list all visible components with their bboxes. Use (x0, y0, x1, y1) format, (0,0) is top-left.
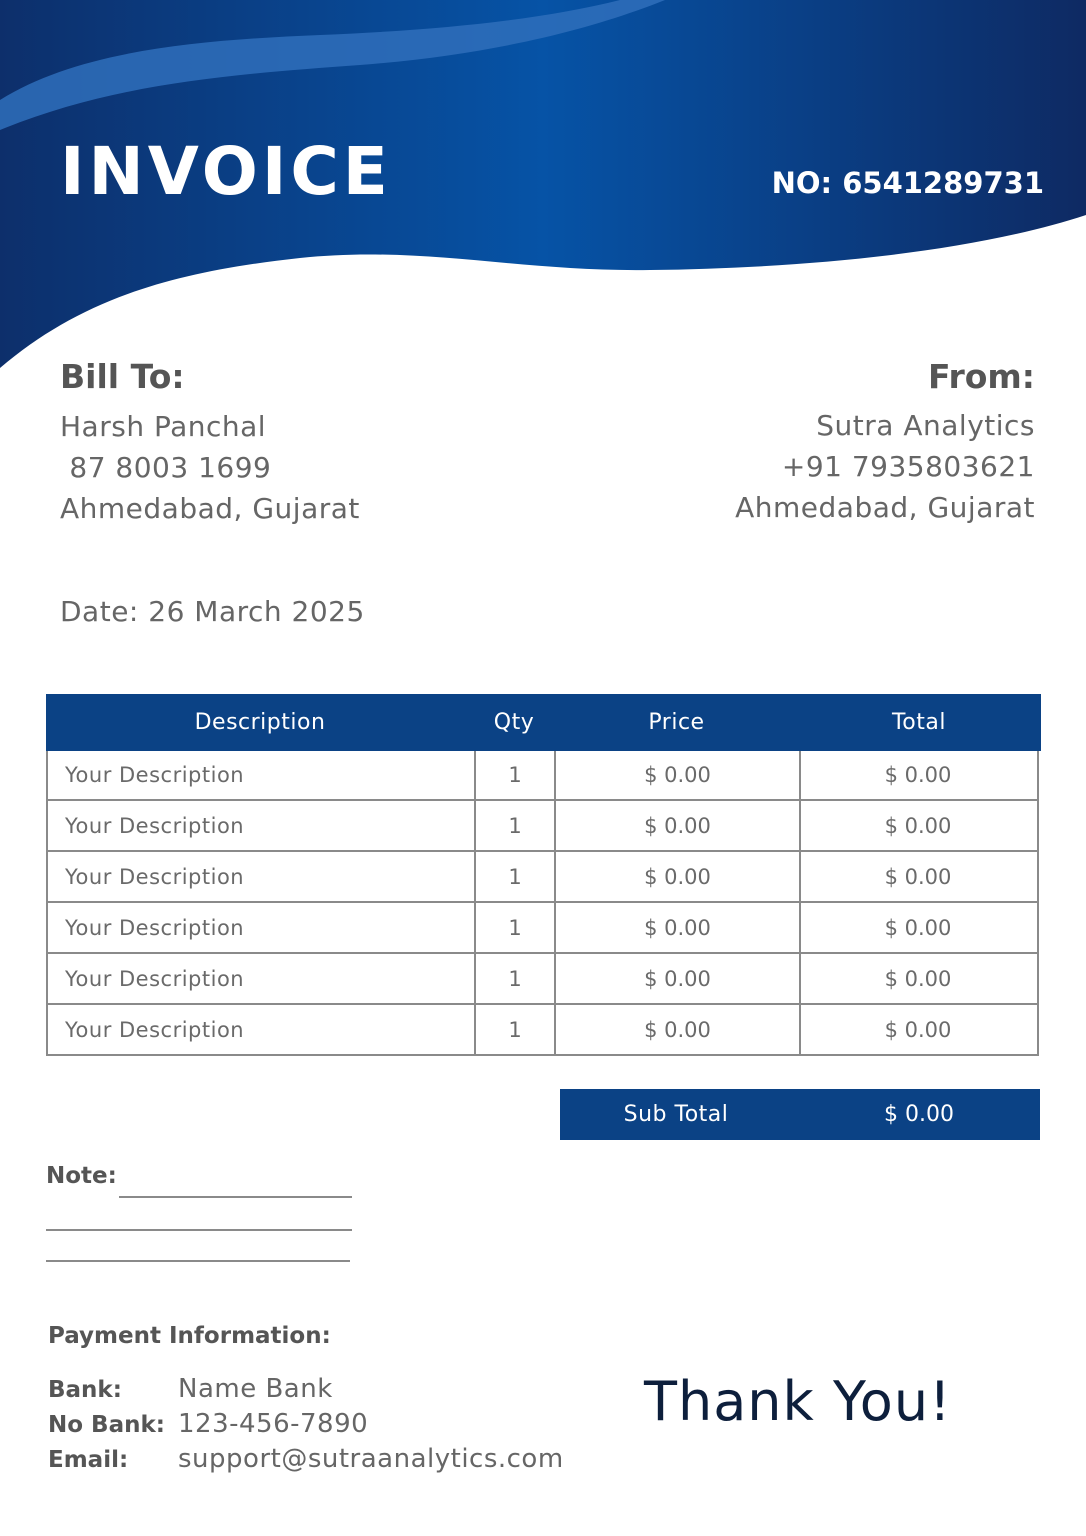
payment-email-value: support@sutraanalytics.com (178, 1444, 564, 1474)
cell-qty: 1 (474, 801, 554, 850)
payment-email-label: Email: (48, 1447, 129, 1473)
note-line (46, 1229, 352, 1231)
cell-description: Your Description (65, 763, 245, 787)
cell-total: $ 0.00 (799, 852, 1035, 901)
payment-account-label: No Bank: (48, 1412, 165, 1438)
from-heading: From: (928, 357, 1035, 396)
note-line (119, 1196, 352, 1198)
cell-qty: 1 (474, 1005, 554, 1054)
invoice-number: NO: 6541289731 (771, 166, 1044, 200)
items-table (46, 694, 1041, 1056)
cell-description: Your Description (65, 1017, 245, 1042)
header-price: Price (648, 710, 705, 735)
cell-price: $ 0.00 (554, 801, 799, 850)
invoice-title: INVOICE (60, 133, 392, 210)
subtotal-bar (560, 1089, 1040, 1140)
table-row (48, 952, 1037, 1003)
table-body (46, 751, 1039, 1056)
cell-total: $ 0.00 (799, 1005, 1035, 1054)
cell-total: $ 0.00 (799, 751, 1035, 799)
cell-qty: 1 (474, 903, 554, 952)
subtotal-value: $ 0.00 (884, 1102, 954, 1127)
cell-price: $ 0.00 (554, 954, 799, 1003)
subtotal-label: Sub Total (623, 1102, 729, 1127)
payment-bank-row (48, 1374, 333, 1404)
bill-to-phone: 87 8003 1699 (60, 451, 272, 484)
payment-heading: Payment Information: (48, 1323, 331, 1349)
from-location: Ahmedabad, Gujarat (735, 491, 1035, 524)
thank-you-message: Thank You! (644, 1370, 952, 1433)
table-header (46, 694, 1041, 751)
note-line (46, 1260, 350, 1262)
cell-total: $ 0.00 (799, 903, 1035, 952)
cell-price: $ 0.00 (554, 751, 799, 799)
invoice-date: Date: 26 March 2025 (60, 595, 365, 628)
table-row (48, 901, 1037, 952)
cell-qty: 1 (474, 751, 554, 799)
payment-bank-label: Bank: (48, 1377, 122, 1403)
payment-bank-value: Name Bank (178, 1374, 333, 1404)
cell-description: Your Description (65, 813, 245, 838)
cell-description: Your Description (65, 915, 245, 940)
table-row (48, 751, 1037, 799)
table-row (48, 1003, 1037, 1054)
payment-account-value: 123-456-7890 (178, 1409, 369, 1439)
cell-qty: 1 (474, 852, 554, 901)
cell-qty: 1 (474, 954, 554, 1003)
from-name: Sutra Analytics (816, 409, 1035, 442)
header-total: Total (892, 710, 946, 735)
bill-to-heading: Bill To: (60, 357, 185, 396)
cell-description: Your Description (65, 966, 245, 991)
cell-total: $ 0.00 (799, 954, 1035, 1003)
payment-account-row (48, 1409, 368, 1439)
table-row (48, 850, 1037, 901)
cell-price: $ 0.00 (554, 1005, 799, 1054)
note-label: Note: (46, 1163, 117, 1189)
bill-to-name: Harsh Panchal (60, 410, 267, 443)
bill-to-location: Ahmedabad, Gujarat (60, 492, 360, 525)
header-description: Description (194, 710, 326, 735)
cell-price: $ 0.00 (554, 903, 799, 952)
payment-email-row (48, 1444, 564, 1474)
header-qty: Qty (493, 710, 535, 735)
cell-total: $ 0.00 (799, 801, 1035, 850)
table-row (48, 799, 1037, 850)
cell-price: $ 0.00 (554, 852, 799, 901)
cell-description: Your Description (65, 864, 245, 889)
from-phone: +91 7935803621 (781, 450, 1035, 483)
